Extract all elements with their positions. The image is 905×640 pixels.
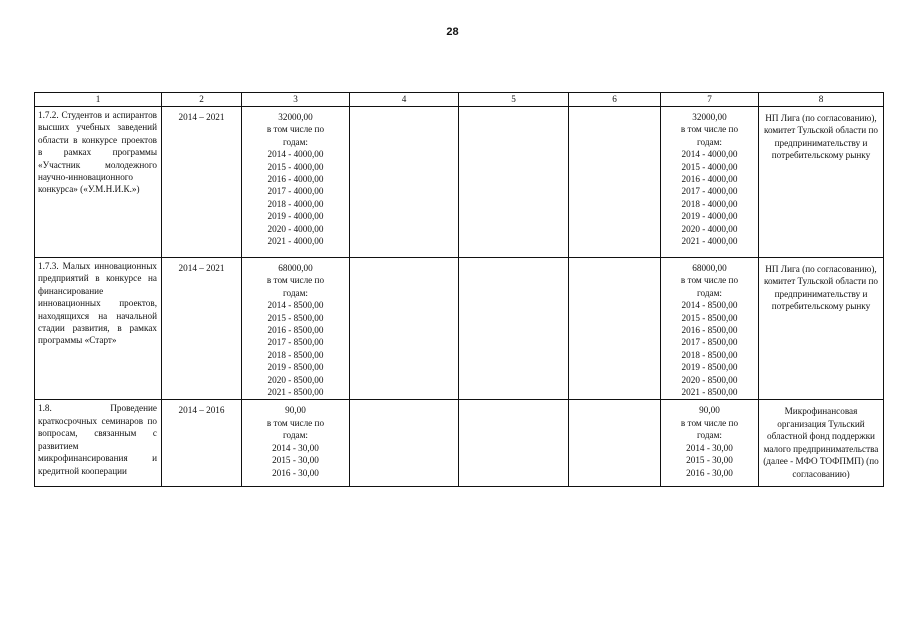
amount-line: 2020 - 4000,00 bbox=[267, 223, 324, 234]
amount-line: 2015 - 8500,00 bbox=[267, 312, 324, 323]
amount-line: 2021 - 4000,00 bbox=[681, 236, 738, 247]
amount-line: 2019 - 8500,00 bbox=[681, 362, 738, 373]
header-cell: 6 bbox=[569, 93, 661, 107]
amount-line: 2017 - 8500,00 bbox=[681, 337, 738, 348]
amount-line: 2014 - 8500,00 bbox=[267, 300, 324, 311]
table-row bbox=[35, 107, 884, 258]
empty-cell bbox=[459, 258, 569, 400]
period-cell: 2014 – 2021 bbox=[162, 258, 242, 400]
amount-line: 2020 - 8500,00 bbox=[267, 374, 324, 385]
amount-line: 2021 - 8500,00 bbox=[681, 387, 738, 398]
amount-line: 2019 - 8500,00 bbox=[267, 362, 324, 373]
empty-cell bbox=[350, 400, 459, 487]
amount-line: 2015 - 4000,00 bbox=[681, 161, 738, 172]
amount-line: 2017 - 8500,00 bbox=[267, 337, 324, 348]
program-table bbox=[34, 92, 884, 487]
amount-line: 68000,00 bbox=[692, 263, 727, 273]
header-cell: 4 bbox=[350, 93, 459, 107]
amount-line: 2019 - 4000,00 bbox=[681, 211, 738, 222]
amount-line: в том числе по bbox=[680, 275, 739, 286]
amount-line: 2016 - 8500,00 bbox=[267, 325, 324, 336]
empty-cell bbox=[459, 107, 569, 258]
amount-line: годам: bbox=[283, 136, 308, 147]
total-funding-cell bbox=[242, 107, 350, 258]
amount-line: в том числе по bbox=[680, 124, 739, 135]
empty-cell bbox=[569, 258, 661, 400]
activity-cell: 1.7.2. Студентов и аспирантов высших учебных заведений области в конкурсе проектов в рамках программы «Участник молодежного научно-инновационного конкурса» («У.М.Н.И.К.») bbox=[35, 107, 162, 258]
amount-line: 2021 - 4000,00 bbox=[267, 236, 324, 247]
page-number: 28 bbox=[446, 26, 459, 38]
amount-line: 2014 - 30,00 bbox=[272, 442, 319, 453]
empty-cell bbox=[350, 258, 459, 400]
amount-line: 2018 - 8500,00 bbox=[681, 349, 738, 360]
executor-cell: НП Лига (по согласованию), комитет Тульской области по предпринимательству и потребительскому рынку bbox=[759, 258, 884, 400]
header-cell: 7 bbox=[661, 93, 759, 107]
amount-line: 32000,00 bbox=[692, 112, 727, 122]
amount-line: 2016 - 4000,00 bbox=[681, 174, 738, 185]
amount-line: в том числе по bbox=[680, 417, 739, 428]
table-row bbox=[35, 258, 884, 400]
amount-line: 2015 - 8500,00 bbox=[681, 312, 738, 323]
header-cell: 3 bbox=[242, 93, 350, 107]
executor-cell: Микрофинансовая организация Тульский областной фонд поддержки малого предпринимательства (далее - МФО ТОФПМП) (по согласованию) bbox=[759, 400, 884, 487]
total-funding-cell bbox=[242, 400, 350, 487]
period-cell: 2014 – 2021 bbox=[162, 107, 242, 258]
table-row bbox=[35, 400, 884, 487]
amount-line: в том числе по bbox=[266, 417, 325, 428]
amount-line: 2018 - 4000,00 bbox=[267, 198, 324, 209]
empty-cell bbox=[350, 107, 459, 258]
amount-line: 2014 - 8500,00 bbox=[681, 300, 738, 311]
amount-line: годам: bbox=[283, 430, 308, 441]
header-cell: 1 bbox=[35, 93, 162, 107]
source-funding-cell bbox=[661, 258, 759, 400]
amount-line: годам: bbox=[697, 430, 722, 441]
empty-cell bbox=[459, 400, 569, 487]
header-cell: 5 bbox=[459, 93, 569, 107]
amount-line: годам: bbox=[283, 287, 308, 298]
amount-line: 2016 - 30,00 bbox=[272, 467, 319, 478]
amount-line: 68000,00 bbox=[278, 263, 313, 273]
amount-line: 2015 - 30,00 bbox=[686, 455, 733, 466]
amount-line: 2018 - 4000,00 bbox=[681, 198, 738, 209]
total-funding-cell bbox=[242, 258, 350, 400]
amount-line: 2017 - 4000,00 bbox=[267, 186, 324, 197]
amount-line: 2016 - 8500,00 bbox=[681, 325, 738, 336]
source-funding-cell bbox=[661, 107, 759, 258]
amount-line: 2014 - 30,00 bbox=[686, 442, 733, 453]
amount-line: 2015 - 30,00 bbox=[272, 455, 319, 466]
amount-line: 2015 - 4000,00 bbox=[267, 161, 324, 172]
amount-line: 2021 - 8500,00 bbox=[267, 387, 324, 398]
executor-cell: НП Лига (по согласованию), комитет Тульской области по предпринимательству и потребительскому рынку bbox=[759, 107, 884, 258]
period-cell: 2014 – 2016 bbox=[162, 400, 242, 487]
amount-line: 2014 - 4000,00 bbox=[267, 149, 324, 160]
amount-line: 2016 - 30,00 bbox=[686, 467, 733, 478]
amount-line: 2014 - 4000,00 bbox=[681, 149, 738, 160]
amount-line: в том числе по bbox=[266, 124, 325, 135]
header-cell: 8 bbox=[759, 93, 884, 107]
amount-line: 90,00 bbox=[699, 405, 720, 416]
amount-line: годам: bbox=[697, 287, 722, 298]
empty-cell bbox=[569, 107, 661, 258]
amount-line: 2016 - 4000,00 bbox=[267, 174, 324, 185]
amount-line: 2020 - 4000,00 bbox=[681, 223, 738, 234]
amount-line: годам: bbox=[697, 136, 722, 147]
source-funding-cell bbox=[661, 400, 759, 487]
amount-line: в том числе по bbox=[266, 275, 325, 286]
amount-line: 2017 - 4000,00 bbox=[681, 186, 738, 197]
amount-line: 90,00 bbox=[285, 405, 306, 416]
amount-line: 2019 - 4000,00 bbox=[267, 211, 324, 222]
header-row bbox=[35, 93, 884, 107]
amount-line: 2018 - 8500,00 bbox=[267, 349, 324, 360]
activity-cell: 1.7.3. Малых инновационных предприятий в конкурсе на финансирование инновационных проектов, находящихся на начальной стадии развития, в рамках программы «Старт» bbox=[35, 258, 162, 400]
amount-line: 32000,00 bbox=[278, 112, 313, 122]
activity-cell: 1.8. Проведение краткосрочных семинаров по вопросам, связанным с развитием микрофинансирования и кредитной кооперации bbox=[35, 400, 162, 487]
header-cell: 2 bbox=[162, 93, 242, 107]
amount-line: 2020 - 8500,00 bbox=[681, 374, 738, 385]
empty-cell bbox=[569, 400, 661, 487]
